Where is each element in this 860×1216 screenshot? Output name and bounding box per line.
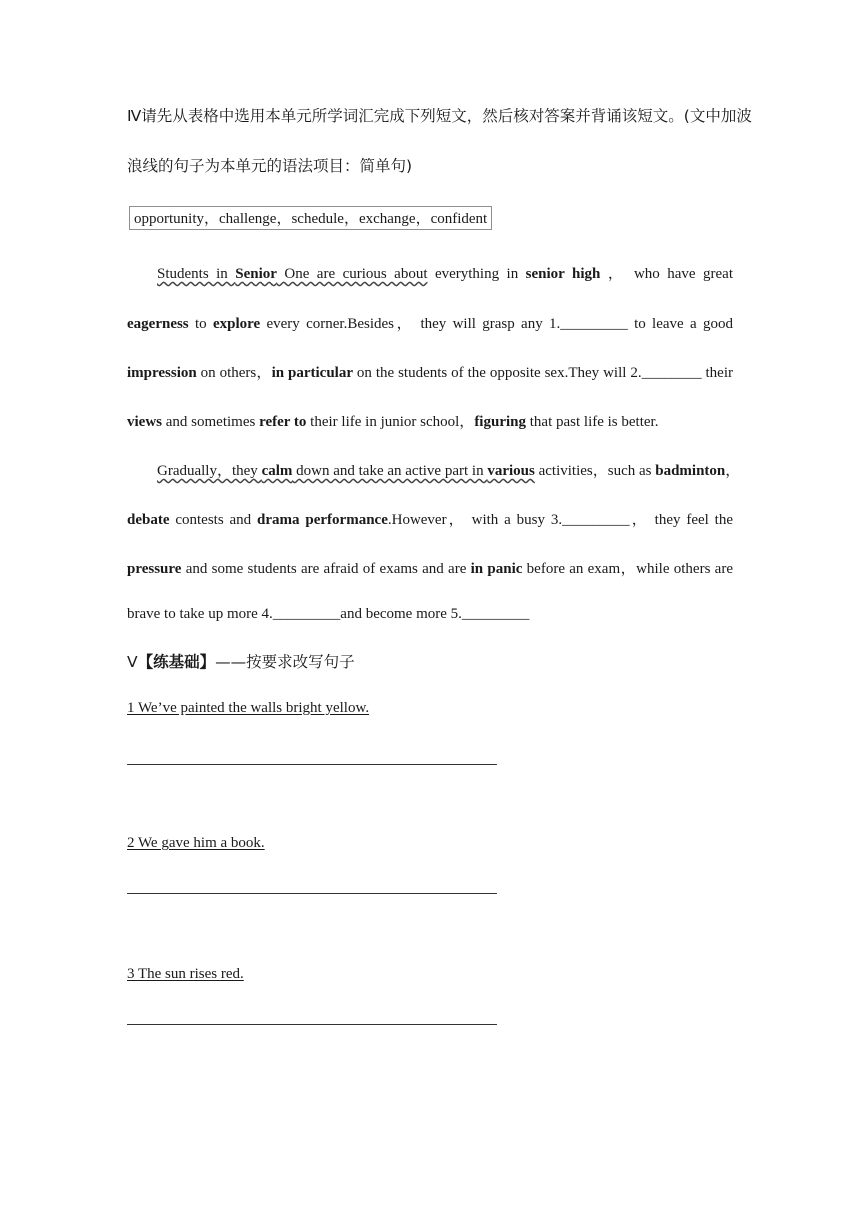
section4-heading-line2: 浪线的句子为本单元的语法项目：简单句) — [127, 157, 413, 175]
section4-heading-line1: Ⅳ请先从表格中选用本单元所学词汇完成下列短文，然后核对答案并背诵该短文。(文中加波 — [127, 107, 752, 125]
section5-heading: Ⅴ【练基础】——按要求改写句子 — [127, 653, 355, 671]
passage-p2-line2: debate contests and drama performance.However， with a busy 3._________， they feel the — [127, 512, 733, 528]
passage-p1-line2: eagerness to explore every corner.Besides， they will grasp any 1._________ to leave a good — [127, 316, 733, 332]
word-bank-box: opportunity，challenge，schedule，exchange，confident — [129, 206, 492, 230]
passage-p2-line3: pressure and some students are afraid of exams and are in panic before an exam，while others are — [127, 561, 733, 577]
passage-p2-line1: Gradually，they calm down and take an active part in various activities，such as badminton， — [157, 463, 741, 479]
exercise-item-2: 2 We gave him a book. — [127, 835, 265, 851]
answer-line-3[interactable] — [127, 1024, 497, 1025]
passage-p1-line4: views and sometimes refer to their life in junior school，figuring that past life is better. — [127, 414, 659, 430]
wavy-sentence: Students in Senior One are curious about — [157, 266, 428, 282]
answer-line-2[interactable] — [127, 893, 497, 894]
exercise-item-1: 1 We’ve painted the walls bright yellow. — [127, 700, 370, 716]
passage-p1-line1: Students in Senior One are curious about everything in senior high ， who have great — [157, 266, 733, 282]
passage-p2-line4: brave to take up more 4._________and become more 5._________ — [127, 606, 530, 622]
passage-p1-line3: impression on others，in particular on the students of the opposite sex.They will 2.________ their — [127, 365, 733, 381]
exercise-item-3: 3 The sun rises red. — [127, 966, 244, 982]
wavy-sentence: Gradually，they calm down and take an active part in various — [157, 463, 535, 479]
answer-line-1[interactable] — [127, 764, 497, 765]
